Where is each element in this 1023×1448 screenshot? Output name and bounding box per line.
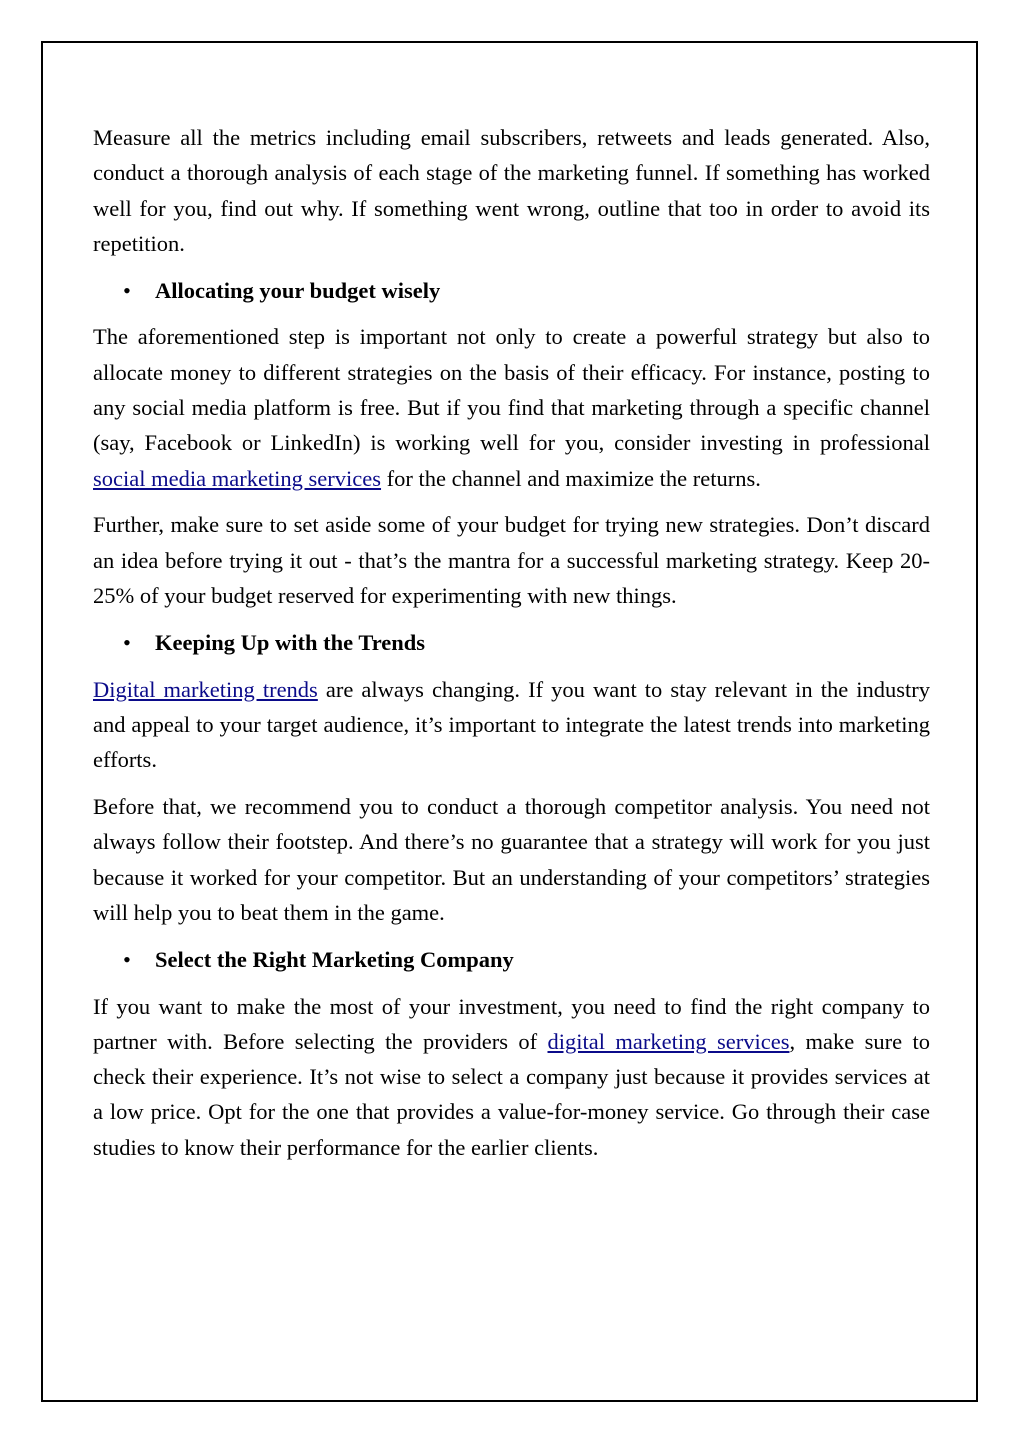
- paragraph-competitor-analysis: Before that, we recommend you to conduct a thorough competitor analysis. You need not always follow their footstep. And there’s no guarantee that a strategy will work for you just because it worked for your competitor. But an understanding of your competitors’ strategies will help you to beat them in the game.: [93, 794, 930, 925]
- paragraph-experimenting: Further, make sure to set aside some of your budget for trying new strategies. Don’t discard an idea before trying it out - that’s the mantra for a successful marketing strategy. Keep 20-25% of your budget reserved for experimenting with new things.: [93, 512, 930, 609]
- heading-label: Allocating your budget wisely: [155, 277, 441, 303]
- bullet-icon: •: [123, 629, 131, 655]
- paragraph-text: The aforementioned step is important not only to create a powerful strategy but also to allocate money to different strategies on the basis of their efficacy. For instance, posting to any social media platform is free. But if you find that marketing through a specific channel (say, Facebook or LinkedIn) is working well for you, consider investing in professional: [93, 324, 930, 456]
- paragraph-text: If you want to make the most of your investment, you need to find the right company to partner with. Before selecting the providers of: [93, 993, 930, 1054]
- link-digital-marketing-trends[interactable]: Digital marketing trends: [93, 676, 318, 702]
- bullet-icon: •: [123, 277, 131, 303]
- link-digital-marketing-services[interactable]: digital marketing services: [547, 1028, 790, 1054]
- bullet-heading-trends: [93, 625, 930, 660]
- paragraph-company: [93, 989, 930, 1165]
- paragraph-text: , make sure to check their experience. It’s not wise to select a company just because it provides services at a low price. Opt for the one that provides a value-for-money service. Go through their case studies to know their performance for the earlier clients.: [93, 1028, 930, 1160]
- bullet-heading-company: [93, 942, 930, 977]
- heading-label: Keeping Up with the Trends: [155, 629, 426, 655]
- document-body: [93, 120, 930, 1177]
- paragraph-text: for the channel and maximize the returns.: [381, 465, 761, 491]
- paragraph-metrics: Measure all the metrics including email subscribers, retweets and leads generated. Also, conduct a thorough analysis of each stage of the marketing funnel. If something has worked well for you, find out why. If something went wrong, outline that too in order to avoid its repetition.: [93, 125, 930, 256]
- bullet-icon: •: [123, 946, 131, 972]
- paragraph-trends: [93, 672, 930, 778]
- paragraph-text: are always changing. If you want to stay relevant in the industry and appeal to your target audience, it’s important to integrate the latest trends into marketing efforts.: [93, 676, 930, 773]
- bullet-heading-budget: [93, 273, 930, 308]
- link-social-media-marketing-services[interactable]: social media marketing services: [93, 465, 382, 491]
- paragraph-budget: [93, 319, 930, 495]
- heading-label: Select the Right Marketing Company: [155, 946, 514, 972]
